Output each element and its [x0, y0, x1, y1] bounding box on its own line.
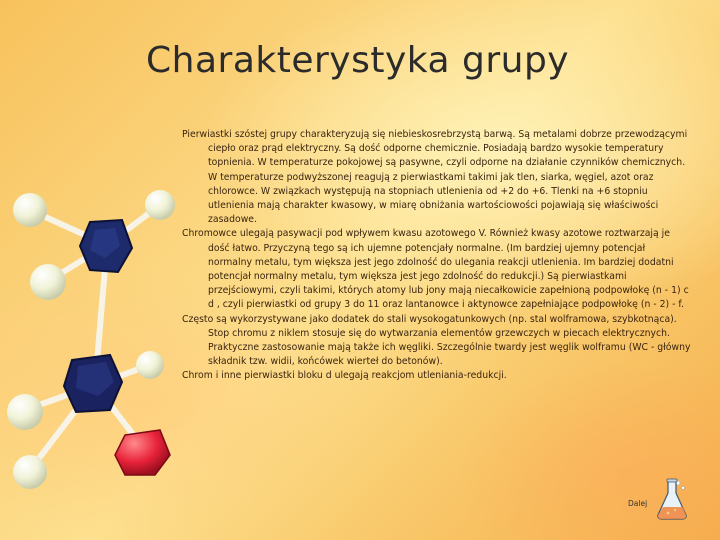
- slide-title: Charakterystyka grupy: [146, 40, 570, 81]
- next-slide-label[interactable]: Dalej: [628, 499, 648, 508]
- paragraph-properties: Pierwiastki szóstej grupy charakteryzują się niebieskosrebrzystą barwą. Są metalami dobrze przewodzącymi ciepło oraz prąd elektryczny. Są dość odporne chemicznie. Posiadają bardzo wysokie temperatury topnienia. W temperaturze pokojowej są pasywne, czyli odporne na działanie czynników chemicznych. W temperaturze podwyższonej reagują z pierwiastkami takimi jak tlen, siarka, węgiel, azot oraz chlorowce. W związkach występują na stopniach utlenienia od +2 do +6. Tlenki na +6 stopniu utlenienia mają charakter kwasowy, w miarę obniżania wartościowości pojawiają się właściwości zasadowe.: [182, 129, 688, 226]
- paragraph-passivation: Chromowce ulegają pasywacji pod wpływem kwasu azotowego V. Również kwasy azotowe roztwarzają je dość łatwo. Przyczyną tego są ich ujemne potencjały normalne. (Im bardziej ujemny potencjał normalny metalu, tym większa jest jego zdolność do ulegania reakcji utlenienia. Im bardziej dodatni potencjał normalny metalu, tym większa jest jego zdolność do redukcji.) Są pierwiastkami przejściowymi, czyli takimi, których atomy lub jony mają niecałkowicie zapełnioną podpowłokę (n - 1) c d , czyli pierwiastki od grupy 3 do 11 oraz lantanowce i aktynowce zapełniające podpowłokę (n - 2) - f.: [182, 228, 689, 311]
- next-slide-button[interactable]: [622, 473, 692, 523]
- paragraph-redox: Chrom i inne pierwiastki bloku d ulegają reakcjom utleniania-redukcji.: [182, 370, 507, 382]
- chemistry-flask-icon[interactable]: [656, 477, 690, 521]
- paragraph-applications: Często są wykorzystywane jako dodatek do stali wysokogatunkowych (np. stal wolframowa, szybkotnąca). Stop chromu z niklem stosuje się do wytwarzania elementów grzewczych w piecach elektrycznych. Praktyczne zastosowanie mają także ich węgliki. Szczególnie twardy jest węglik wolframu (WC - główny składnik tzw. widii, końcówek wierteł do betonów).: [182, 313, 691, 368]
- slide-body: [182, 128, 692, 384]
